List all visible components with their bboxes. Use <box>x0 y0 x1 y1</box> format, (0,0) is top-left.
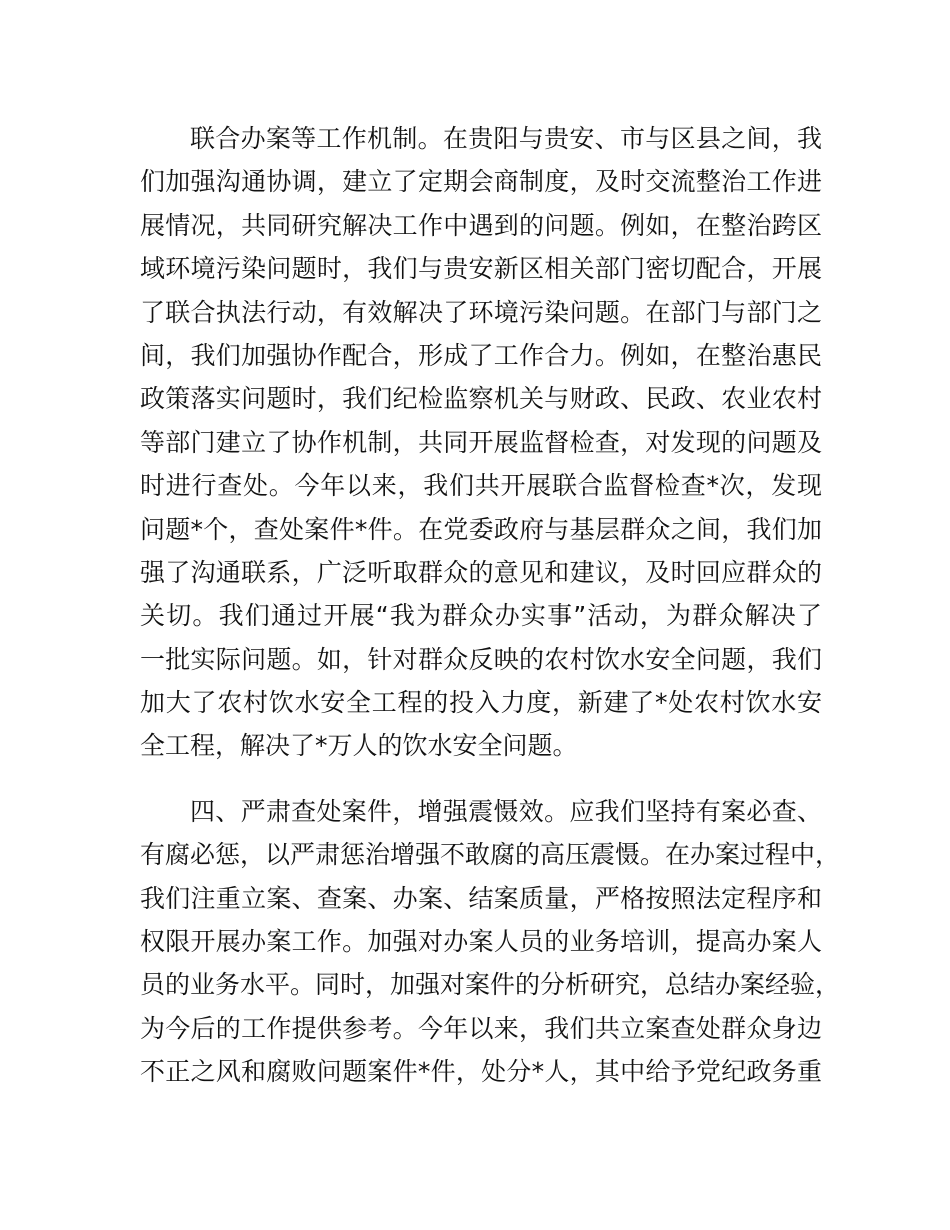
paragraph-line: 加大了农村饮水安全工程的投入力度，新建了*处农村饮水安 <box>140 688 822 718</box>
paragraph-line: 不正之风和腐败问题案件*件，处分*人，其中给予党纪政务重 <box>140 1057 822 1087</box>
paragraph-line: 为今后的工作提供参考。今年以来，我们共立案查处群众身边 <box>140 1013 822 1043</box>
paragraph-line: 强了沟通联系，广泛听取群众的意见和建议，及时回应群众的 <box>140 557 822 587</box>
paragraph-line: 展情况，共同研究解决工作中遇到的问题。例如，在整治跨区 <box>140 210 822 240</box>
paragraph-1 <box>140 117 822 768</box>
paragraph-line: 政策落实问题时，我们纪检监察机关与财政、民政、农业农村 <box>140 384 822 414</box>
paragraph-line: 间，我们加强协作配合，形成了工作合力。例如，在整治惠民 <box>140 340 822 370</box>
paragraph-line: 了联合执法行动，有效解决了环境污染问题。在部门与部门之 <box>140 297 822 327</box>
paragraph-line: 有腐必惩，以严肃惩治增强不敢腐的高压震慑。在办案过程中， <box>140 840 841 870</box>
paragraph-line: 全工程，解决了*万人的饮水安全问题。 <box>140 731 578 761</box>
paragraph-line: 关切。我们通过开展“我为群众办实事”活动，为群众解决了 <box>140 601 822 631</box>
paragraph-line: 时进行查处。今年以来，我们共开展联合监督检查*次，发现 <box>140 471 822 501</box>
paragraph-line: 等部门建立了协作机制，共同开展监督检查，对发现的问题及 <box>140 427 822 457</box>
paragraph-line: 联合办案等工作机制。在贵阳与贵安、市与区县之间，我 <box>190 124 822 153</box>
paragraph-2 <box>140 790 841 1094</box>
paragraph-line: 域环境污染问题时，我们与贵安新区相关部门密切配合，开展 <box>140 254 822 284</box>
paragraph-line: 权限开展办案工作。加强对办案人员的业务培训，提高办案人 <box>140 927 822 957</box>
paragraph-line: 四、严肃查处案件，增强震慑效。应我们坚持有案必查、 <box>190 796 822 826</box>
paragraph-line: 我们注重立案、查案、办案、结案质量，严格按照法定程序和 <box>140 883 822 913</box>
document-body <box>140 117 841 1094</box>
paragraph-line: 员的业务水平。同时，加强对案件的分析研究，总结办案经验， <box>140 970 841 1000</box>
paragraph-line: 问题*个，查处案件*件。在党委政府与基层群众之间，我们加 <box>140 514 822 544</box>
paragraph-spacer <box>140 768 822 790</box>
paragraph-line: 一批实际问题。如，针对群众反映的农村饮水安全问题，我们 <box>140 644 822 674</box>
paragraph-line: 们加强沟通协调，建立了定期会商制度，及时交流整治工作进 <box>140 167 822 197</box>
